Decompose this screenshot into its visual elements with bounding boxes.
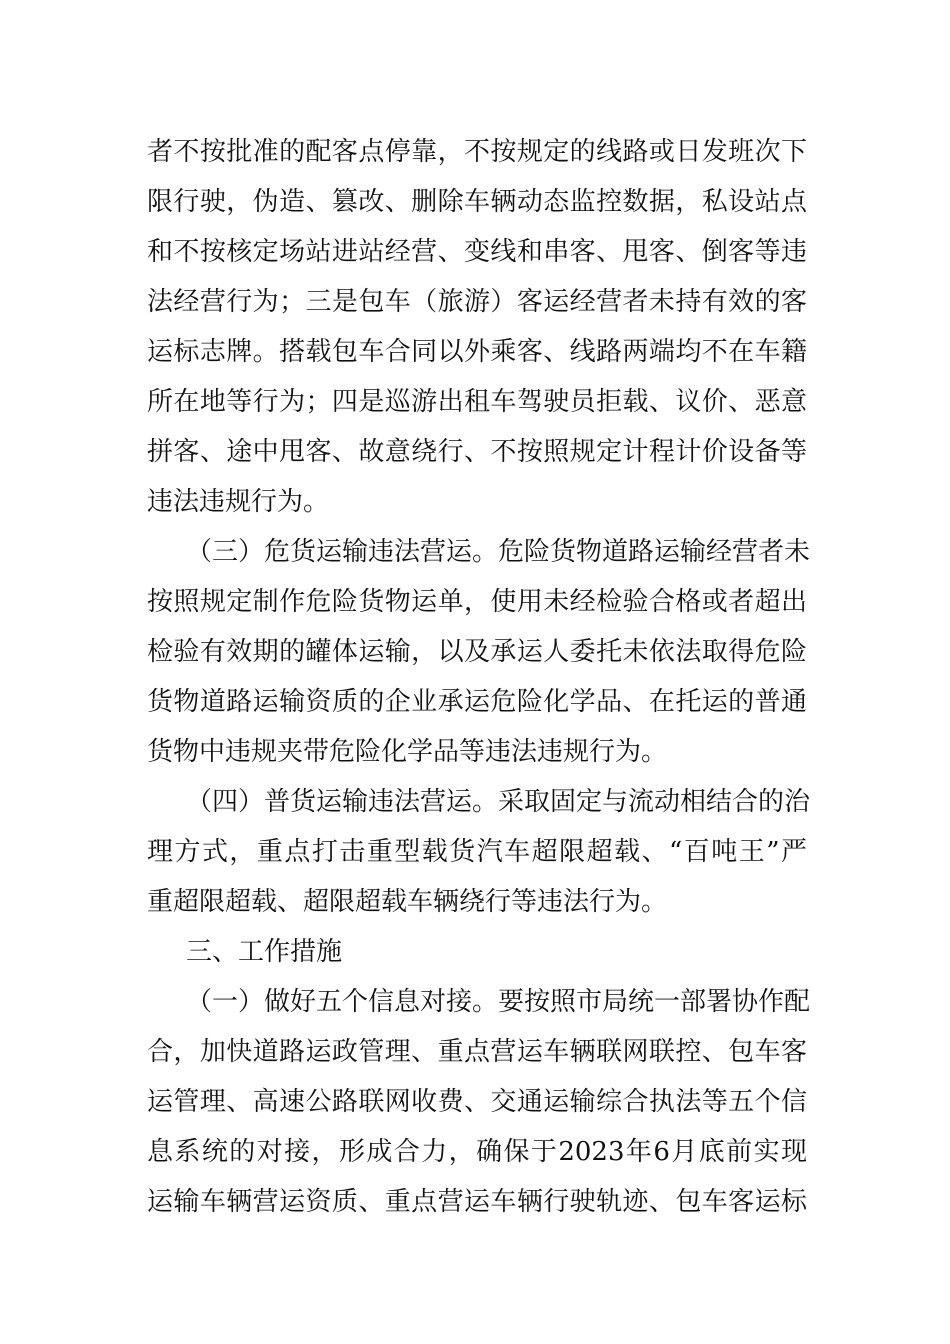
paragraph-line: 货物道路运输资质的企业承运危险化学品、在托运的普通: [147, 687, 807, 717]
paragraph-line: （一）做好五个信息对接。要按照市局统一部署协作配: [186, 987, 811, 1017]
paragraph-line: 检验有效期的罐体运输，以及承运人委托未依法取得危险: [147, 637, 807, 667]
section-heading: 三、工作措施: [186, 937, 343, 967]
paragraph-line: 法经营行为；三是包车（旅游）客运经营者未持有效的客: [147, 287, 807, 317]
paragraph-line: 按照规定制作危险货物运单，使用未经检验合格或者超出: [147, 587, 807, 617]
paragraph-line: 息系统的对接，形成合力，确保于2023年6月底前实现: [147, 1137, 807, 1167]
paragraph-line: 限行驶，伪造、篡改、删除车辆动态监控数据，私设站点: [147, 187, 807, 217]
paragraph-line: 重超限超载、超限超载车辆绕行等违法行为。: [147, 887, 668, 917]
paragraph-line: 合，加快道路运政管理、重点营运车辆联网联控、包车客: [147, 1037, 807, 1067]
paragraph-line: 违法违规行为。: [147, 487, 330, 517]
paragraph-line: 运标志牌。搭载包车合同以外乘客、线路两端均不在车籍: [147, 337, 807, 367]
paragraph-line: （四）普货运输违法营运。采取固定与流动相结合的治: [186, 787, 811, 817]
paragraph-line: （三）危货运输违法营运。危险货物道路运输经营者未: [186, 537, 811, 567]
paragraph-line: 运输车辆营运资质、重点营运车辆行驶轨迹、包车客运标: [147, 1187, 807, 1217]
paragraph-line: 和不按核定场站进站经营、变线和串客、甩客、倒客等违: [147, 237, 807, 267]
paragraph-line: 者不按批准的配客点停靠，不按规定的线路或日发班次下: [147, 137, 807, 167]
paragraph-line: 货物中违规夹带危险化学品等违法违规行为。: [147, 737, 668, 767]
paragraph-line: 拼客、途中甩客、故意绕行、不按照规定计程计价设备等: [147, 437, 807, 467]
paragraph-line: 理方式，重点打击重型载货汽车超限超载、“百吨王”严: [147, 837, 807, 867]
paragraph-line: 所在地等行为；四是巡游出租车驾驶员拒载、议价、恶意: [147, 387, 807, 417]
paragraph-line: 运管理、高速公路联网收费、交通运输综合执法等五个信: [147, 1087, 807, 1117]
